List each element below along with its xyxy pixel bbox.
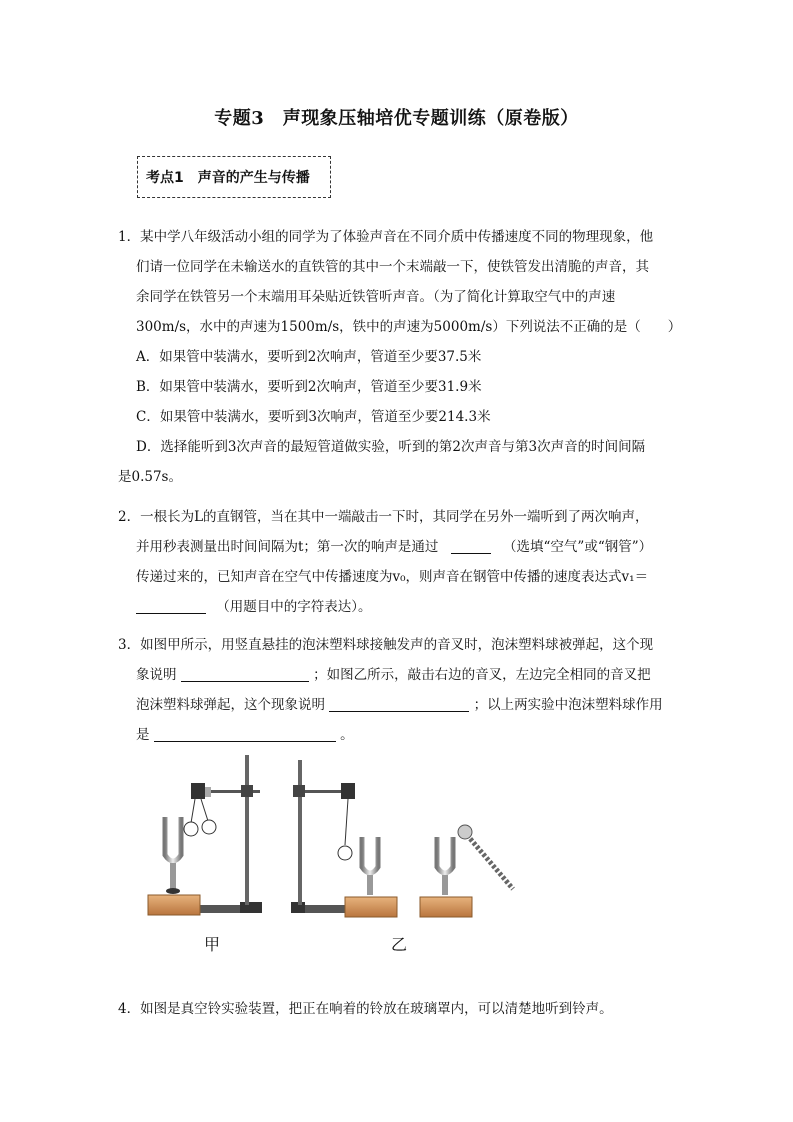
q1-option-a: A．如果管中装满水，要听到2次响声，管道至少要37.5米	[136, 349, 482, 365]
q2-line-1: 2．一根长为L的直钢管，当在其中一端敲击一下时，其同学在另外一端听到了两次响声，	[118, 509, 649, 525]
figure-label-jia: 甲	[204, 935, 221, 954]
question-2	[118, 502, 678, 622]
q3-line-2-a: 象说明	[136, 667, 177, 683]
q1-line-3: 余同学在铁管另一个末端用耳朵贴近铁管听声音。（为了简化计算取空气中的声速	[136, 289, 616, 305]
q2-line-3: 传递过来的，已知声音在空气中传播速度为v₀，则声音在钢管中传播的速度表达式v₁＝	[136, 569, 649, 585]
section-heading	[137, 156, 331, 198]
q3-line-4	[118, 720, 678, 750]
q3-line-4-a: 是	[136, 727, 150, 743]
figure-jia	[148, 755, 262, 915]
section-heading-label: 考点1 声音的产生与传播	[146, 170, 310, 186]
q1-line-2: 们请一位同学在未输送水的直铁管的其中一个末端敲一下，使铁管发出清脆的声音，其	[136, 259, 649, 275]
question-3	[118, 630, 678, 750]
question-1	[118, 222, 682, 492]
q2-blank-2[interactable]	[136, 597, 206, 614]
q2-blank-1[interactable]	[451, 537, 491, 554]
q1-line-4: 300m/s，水中的声速为1500m/s，铁中的声速为5000m/s）下列说法不正确的是（ ）	[136, 319, 682, 335]
question-4	[118, 994, 678, 1024]
q2-line-2-b: （选填“空气”或“钢管”）	[503, 539, 653, 555]
tuning-fork-figure	[145, 755, 535, 925]
q3-line-2	[118, 660, 678, 690]
q3-line-2-b: ；如图乙所示，敲击右边的音叉，左边完全相同的音叉把	[313, 667, 651, 683]
q3-line-1: 3．如图甲所示，用竖直悬挂的泡沫塑料球接触发声的音叉时，泡沫塑料球被弹起，这个现	[118, 637, 654, 653]
q2-line-2	[118, 532, 678, 562]
q2-line-4-text: （用题目中的字符表达）。	[216, 599, 372, 615]
q3-line-3	[118, 690, 678, 720]
q2-line-2-a: 并用秒表测量出时间间隔为t；第一次的响声是通过	[136, 539, 439, 555]
q3-line-3-a: 泡沫塑料球弹起，这个现象说明	[136, 697, 325, 713]
q4-line-1: 4．如图是真空铃实验装置，把正在响着的铃放在玻璃罩内，可以清楚地听到铃声。	[118, 1001, 613, 1017]
q1-option-c: C．如果管中装满水，要听到3次响声，管道至少要214.3米	[136, 409, 491, 425]
q3-line-4-b: 。	[340, 727, 354, 743]
q2-line-4	[118, 592, 678, 622]
q3-blank-3[interactable]	[154, 725, 336, 742]
figure-yi	[291, 760, 513, 917]
q1-line-1: 1．某中学八年级活动小组的同学为了体验声音在不同介质中传播速度不同的物理现象，他	[118, 229, 654, 245]
q1-option-b: B．如果管中装满水，要听到2次响声，管道至少要31.9米	[136, 379, 482, 395]
q3-line-3-b: ；以上两实验中泡沫塑料球作用	[473, 697, 663, 713]
q3-blank-1[interactable]	[181, 665, 309, 682]
figure-label-yi: 乙	[391, 935, 408, 954]
q3-blank-2[interactable]	[329, 695, 469, 712]
q1-option-d: D．选择能听到3次声音的最短管道做实验，听到的第2次声音与第3次声音的时间间隔	[136, 439, 646, 455]
q1-option-d-cont: 是0.57s。	[118, 469, 182, 485]
page-title: 专题3 声现象压轴培优专题训练（原卷版）	[214, 108, 579, 129]
